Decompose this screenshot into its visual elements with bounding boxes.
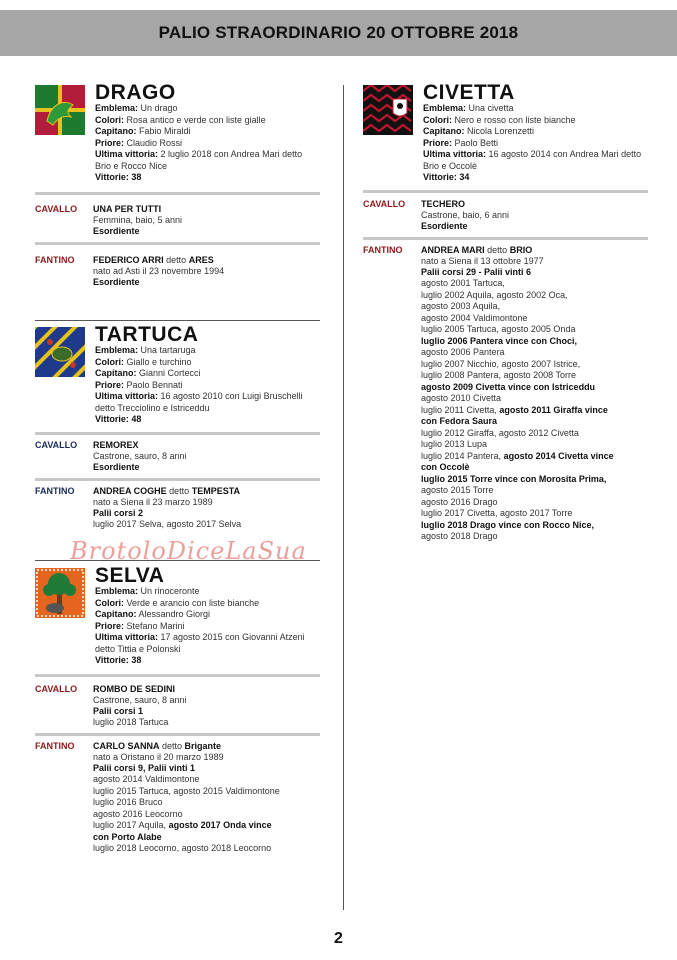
- history-line: luglio 2005 Tartuca, agosto 2005 Onda: [421, 324, 576, 334]
- cavallo-name: REMOREX: [93, 440, 139, 450]
- cavallo-palii: Palii corsi 1: [93, 706, 144, 716]
- column-divider: [343, 85, 344, 910]
- cavallo-desc: Castrone, sauro, 8 anni: [93, 451, 187, 461]
- history-line: luglio 2008 Pantera, agosto 2008 Torre: [421, 370, 576, 380]
- fantino-history: [421, 278, 614, 543]
- cavallo-note: Esordiente: [93, 226, 140, 236]
- separator: [363, 190, 648, 193]
- page-title: PALIO STRAORDINARIO 20 OTTOBRE 2018: [158, 23, 519, 42]
- fantino-palii: Palii corsi 29 - Palii vinti 6: [421, 267, 532, 277]
- fantino-palii: Palii corsi 9, Palii vinti 1: [93, 763, 196, 773]
- separator: [363, 237, 648, 240]
- history-line: luglio 2006 Pantera vince con Choci,: [421, 335, 578, 346]
- fantino-name-line: CARLO SANNA detto Brigante: [93, 741, 222, 751]
- contrada-name: DRAGO: [95, 81, 176, 104]
- page-number: 2: [334, 930, 343, 947]
- history-line: con Occolè: [421, 462, 470, 472]
- contrada-tartuca: [35, 323, 320, 537]
- history-line: agosto 2010 Civetta: [421, 393, 502, 403]
- cavallo-desc: Castrone, sauro, 8 anni: [93, 695, 187, 705]
- cavallo-name: TECHERO: [421, 199, 466, 209]
- history-line: con Porto Alabe: [93, 831, 162, 842]
- fantino-label: FANTINO: [35, 486, 75, 496]
- cavallo-label: CAVALLO: [35, 684, 78, 694]
- cavallo-name: ROMBO DE SEDINI: [93, 684, 176, 694]
- history-line: con Fedora Saura: [421, 416, 498, 426]
- contrada-drago: [35, 81, 320, 305]
- fantino-label: FANTINO: [35, 741, 75, 751]
- cavallo-label: CAVALLO: [35, 440, 78, 450]
- fantino-name-line: ANDREA COGHE detto TEMPESTA: [93, 486, 241, 496]
- cavallo-label: CAVALLO: [363, 199, 406, 209]
- contrada-info: Emblema: Una civetta Colori: Nero e rosso con liste bianche Capitano: Nicola Lorenzetti Priore: Paolo Betti Ultima vittoria: 16 agosto 2014 con Andrea Mari detto Brio e Occolè Vittorie: 34: [423, 103, 642, 182]
- fantino-label: FANTINO: [363, 245, 403, 255]
- history-line: luglio 2007 Nicchio, agosto 2007 Istrice,: [421, 358, 581, 369]
- history-line: agosto 2016 Drago: [421, 496, 498, 507]
- contrada-info: Emblema: Un rinoceronte Colori: Verde e arancio con liste bianche Capitano: Alessandro Giorgi Priore: Stefano Marini Ultima vittoria: 17 agosto 2015 con Giovanni Atzeni detto Tittia e Polonski Vittorie: 38: [95, 586, 305, 665]
- history-line: luglio 2016 Bruco: [93, 797, 163, 807]
- history-line: luglio 2018 Leocorno, agosto 2018 Leocorno: [93, 843, 272, 853]
- section-divider: [35, 320, 320, 321]
- selva-flag-icon: [35, 568, 85, 618]
- history-line: luglio 2015 Torre vince con Morosita Prima,: [421, 473, 607, 484]
- separator: [35, 192, 320, 195]
- contrada-info: Emblema: Una tartaruga Colori: Giallo e turchino Capitano: Gianni Cortecci Priore: Paolo Bennati Ultima vittoria: 16 agosto 2010 con Luigi Bruschelli detto Trecciolino e Istriceddu Vittorie: 48: [95, 345, 303, 424]
- fantino-palii: Palii corsi 2: [93, 508, 144, 518]
- history-line: agosto 2004 Valdimontone: [421, 312, 528, 323]
- fantino-note: Esordiente: [93, 277, 140, 287]
- separator: [35, 733, 320, 736]
- history-line: luglio 2017 Civetta, agosto 2017 Torre: [421, 508, 573, 518]
- fantino-name-line: ANDREA MARI detto BRIO: [421, 245, 533, 255]
- contrada-selva: [35, 564, 320, 868]
- cavallo-note: Esordiente: [421, 221, 468, 231]
- contrada-civetta: [363, 81, 648, 555]
- fantino-birth: nato a Siena il 23 marzo 1989: [93, 497, 213, 507]
- fantino-history: luglio 2017 Selva, agosto 2017 Selva: [93, 519, 242, 529]
- cavallo-desc: Castrone, baio, 6 anni: [421, 210, 510, 220]
- history-line: agosto 2003 Aquila,: [421, 301, 501, 311]
- fantino-label: FANTINO: [35, 255, 75, 265]
- fantino-birth: nato a Oristano il 20 marzo 1989: [93, 752, 224, 762]
- fantino-name-line: FEDERICO ARRI detto ARES: [93, 255, 214, 265]
- history-line: agosto 2001 Tartuca,: [421, 278, 505, 288]
- history-line: agosto 2016 Leocorno: [93, 808, 183, 819]
- history-line: luglio 2013 Lupa: [421, 439, 488, 449]
- contrada-name: CIVETTA: [423, 81, 515, 104]
- separator: [35, 432, 320, 435]
- history-line: luglio 2015 Tartuca, agosto 2015 Valdimontone: [93, 785, 280, 796]
- history-line: luglio 2018 Drago vince con Rocco Nice,: [421, 519, 595, 530]
- fantino-history: [93, 774, 280, 855]
- history-line: luglio 2002 Aquila, agosto 2002 Oca,: [421, 289, 568, 300]
- history-line: luglio 2017 Aquila, agosto 2017 Onda vince: [93, 820, 272, 830]
- fantino-birth: nato ad Asti il 23 novembre 1994: [93, 266, 225, 276]
- history-line: agosto 2018 Drago: [421, 531, 498, 541]
- tartuca-flag-icon: [35, 327, 85, 377]
- watermark: BrotoloDiceLaSua: [70, 537, 307, 565]
- contrada-info: Emblema: Un drago Colori: Rosa antico e verde con liste gialle Capitano: Fabio Miraldi Priore: Claudio Rossi Ultima vittoria: 2 luglio 2018 con Andrea Mari detto Brio e Rocco Nice Vittorie: 38: [95, 103, 303, 182]
- history-line: luglio 2011 Civetta, agosto 2011 Giraffa vince: [421, 404, 608, 415]
- history-line: agosto 2014 Valdimontone: [93, 774, 200, 784]
- history-line: agosto 2015 Torre: [421, 485, 494, 495]
- cavallo-history: luglio 2018 Tartuca: [93, 717, 169, 727]
- cavallo-name: UNA PER TUTTI: [93, 204, 162, 214]
- history-line: luglio 2014 Pantera, agosto 2014 Civetta vince: [421, 450, 614, 461]
- civetta-flag-icon: [363, 85, 413, 135]
- fantino-birth: nato a Siena il 13 ottobre 1977: [421, 256, 544, 266]
- cavallo-label: CAVALLO: [35, 204, 78, 214]
- contrada-name: SELVA: [95, 564, 165, 587]
- history-line: agosto 2006 Pantera: [421, 347, 505, 357]
- history-line: agosto 2009 Civetta vince con Istriceddu: [421, 381, 596, 392]
- separator: [35, 478, 320, 481]
- cavallo-note: Esordiente: [93, 462, 140, 472]
- separator: [35, 674, 320, 677]
- page-header: [0, 0, 677, 58]
- separator: [35, 242, 320, 245]
- contrada-name: TARTUCA: [95, 323, 199, 346]
- history-line: luglio 2012 Giraffa, agosto 2012 Civetta: [421, 427, 579, 438]
- drago-flag-icon: [35, 85, 85, 135]
- cavallo-desc: Femmina, baio, 5 anni: [93, 215, 183, 225]
